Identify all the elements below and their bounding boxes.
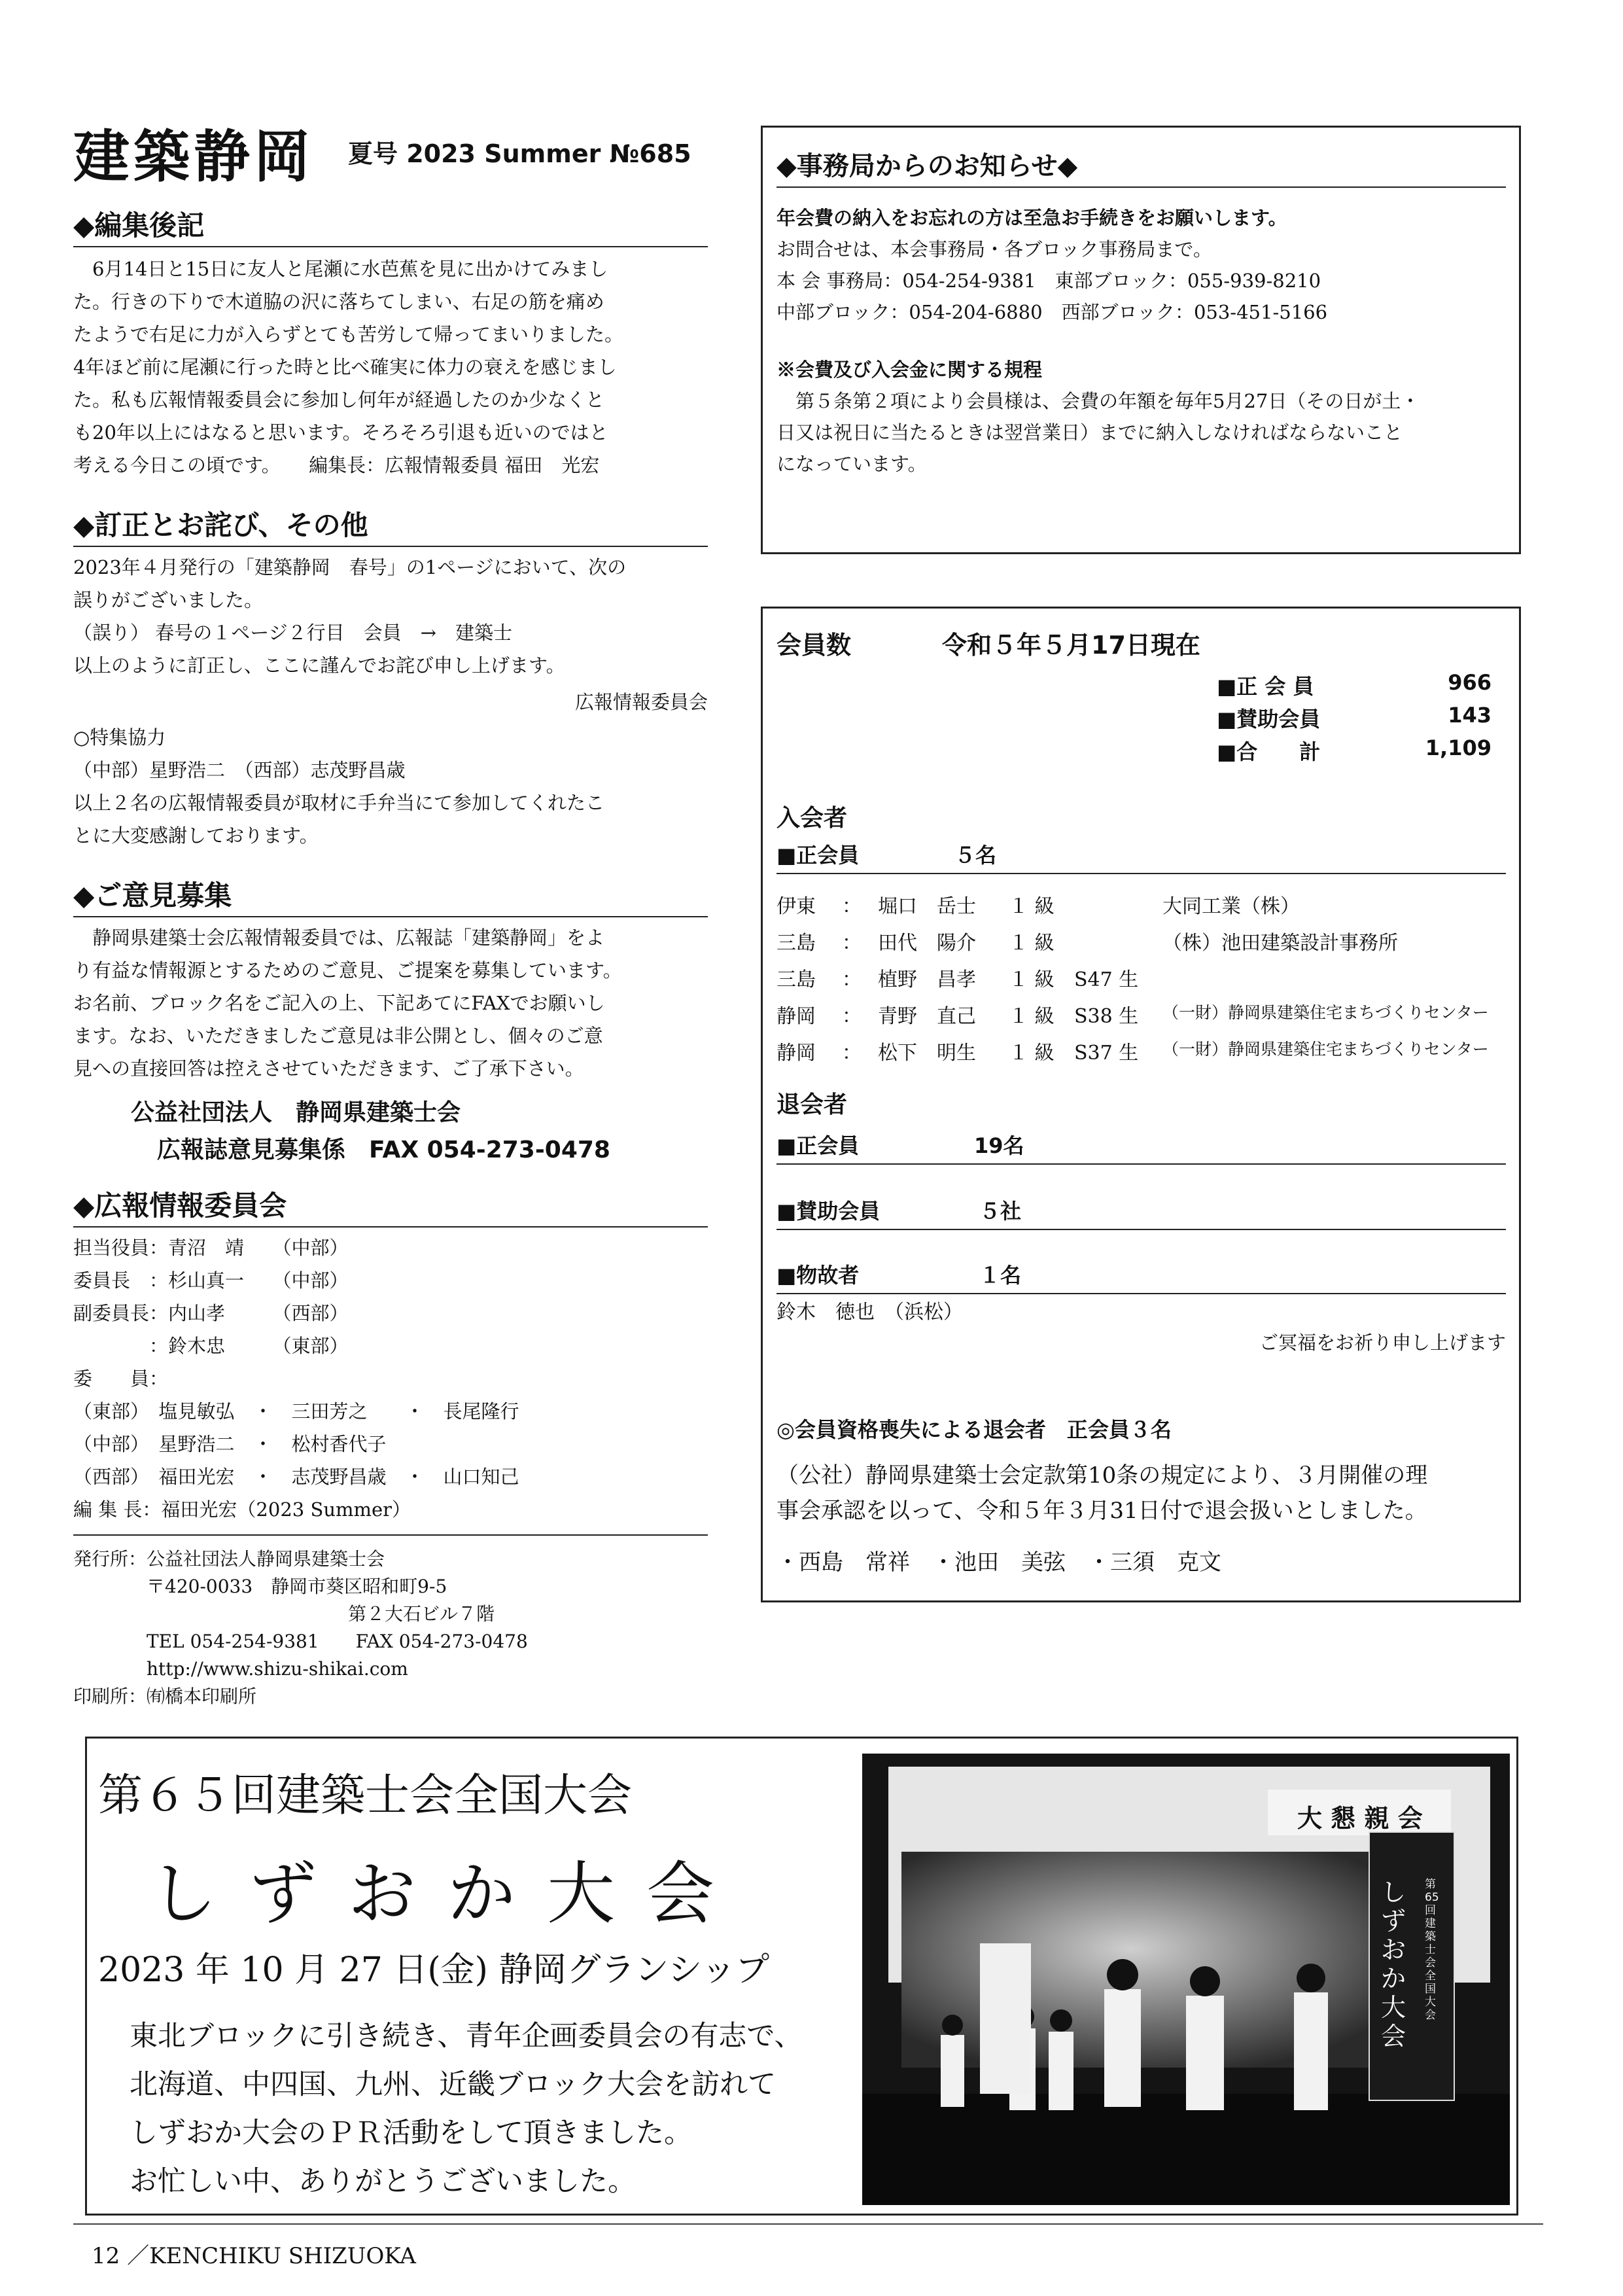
publisher-line: 印刷所：㈲橋本印刷所 xyxy=(73,1686,257,1707)
cooperation-line: ○特集協力 xyxy=(73,726,166,749)
rule-line: 日又は祝日に当たるときは翌営業日）までに納入しなければならないこと xyxy=(777,421,1403,444)
opinion-fax: 広報誌意見募集係 FAX 054-273-0478 xyxy=(157,1137,610,1163)
committee-line: 委員長 ：杉山真一 （中部） xyxy=(73,1269,349,1292)
footer-rule xyxy=(73,2223,1543,2225)
joined-sep: ： xyxy=(842,968,862,991)
editorial-line: 考える今日この頃です。 編集長：広報情報委員 福田 光宏 xyxy=(73,454,600,476)
joined-org: 大同工業（株） xyxy=(1162,895,1300,918)
committee-line: 担当役員：青沼 靖 （中部） xyxy=(73,1237,349,1259)
joined-count: ５名 xyxy=(954,843,997,868)
joined-org: （株）池田建築設計事務所 xyxy=(1162,932,1398,955)
committee-body xyxy=(73,1231,708,1526)
deceased-label: ■物故者 xyxy=(777,1263,860,1288)
joined-row xyxy=(777,1000,1506,1036)
editorial-section xyxy=(73,204,708,482)
publisher-line: 第２大石ビル７階 xyxy=(73,1603,495,1625)
opinion-line: り有益な情報源とするためのご意見、ご提案を募集しています。 xyxy=(73,959,622,981)
left-support-count: ５社 xyxy=(979,1199,1022,1224)
footer-label: 12 ／KENCHIKU SHIZUOKA xyxy=(92,2243,416,2269)
opinion-heading: ◆ご意見募集 xyxy=(73,874,708,917)
opinion-line: 静岡県建築士会広報情報委員では、広報誌「建築静岡」をよ xyxy=(73,927,605,949)
opinion-body xyxy=(73,921,708,1085)
correction-line: 誤りがございました。 xyxy=(73,589,264,611)
correction-line: 以上のように訂正し、ここに謹んでお詫び申し上げます。 xyxy=(73,654,565,677)
publisher-line: TEL 054-254-9381 FAX 054-273-0478 xyxy=(73,1631,528,1652)
event-line: お忙しい中、ありがとうございました。 xyxy=(130,2165,636,2198)
rule-body xyxy=(777,385,1506,480)
lost-line: 事会承認を以って、令和５年３月31日付で退会扱いとしました。 xyxy=(777,1498,1427,1524)
notice-contacts xyxy=(777,234,1506,328)
correction-body xyxy=(73,551,708,682)
lost-heading: ◎会員資格喪失による退会者 正会員３名 xyxy=(777,1417,1172,1442)
joined-area: 伊東 xyxy=(777,895,816,918)
notice-heading: ◆事務局からのお知らせ◆ xyxy=(777,145,1506,188)
editorial-line: た。私も広報情報委員会に参加し何年が経過したのか少なくと xyxy=(73,389,605,411)
lost-names: ・西島 常祥 ・池田 美弦 ・三須 克文 xyxy=(777,1549,1221,1576)
notice-line: 本 会 事務局：054-254-9381 東部ブロック：055-939-8210 xyxy=(777,270,1321,292)
joined-name: 田代 陽介 xyxy=(878,932,976,955)
correction-line: 2023年４月発行の「建築静岡 春号」の1ページにおいて、次の xyxy=(73,556,627,578)
editorial-line: 6月14日と15日に友人と尾瀬に水芭蕉を見に出かけてみまし xyxy=(73,258,608,280)
member-count-row xyxy=(1217,703,1492,735)
joined-row xyxy=(777,963,1506,1000)
event-line: 東北ブロックに引き続き、青年企画委員会の有志で、 xyxy=(130,2020,803,2053)
member-count-label: ■正 会 員 xyxy=(1217,674,1314,699)
publisher-divider xyxy=(73,1534,708,1536)
joined-area: 三島 xyxy=(777,932,816,955)
joined-row xyxy=(777,1036,1506,1073)
committee-line: 副委員長：内山孝 （西部） xyxy=(73,1302,349,1324)
joined-grade: １ 級 xyxy=(1009,932,1055,955)
member-count-label: ■賛助会員 xyxy=(1217,707,1321,732)
committee-line: （東部） 塩見敏弘 ・ 三田芳之 ・ 長尾隆行 xyxy=(73,1400,519,1422)
left-heading: 退会者 xyxy=(777,1091,848,1118)
member-count-label: ■合 計 xyxy=(1217,739,1321,764)
editorial-line: たようで右足に力が入らずとても苦労して帰ってまいりました。 xyxy=(73,323,624,345)
editorial-heading: ◆編集後記 xyxy=(73,204,708,247)
event-date: 2023 年 10 月 27 日(金) 静岡グランシップ xyxy=(98,1951,770,1990)
member-count-value: 1,109 xyxy=(1425,735,1492,760)
members-title: 会員数 xyxy=(777,631,852,660)
left-support-label: ■賛助会員 xyxy=(777,1199,881,1224)
joined-org: （一財）静岡県建築住宅まちづくりセンター xyxy=(1162,1003,1489,1022)
cooperation-line: とに大変感謝しております。 xyxy=(73,824,319,847)
member-count-value: 966 xyxy=(1448,670,1492,695)
condolence: ご冥福をお祈り申し上げます xyxy=(1259,1332,1506,1354)
issue-label: 夏号 2023 Summer №685 xyxy=(348,139,691,168)
opinion-org: 公益社団法人 静岡県建築士会 xyxy=(131,1099,461,1126)
deceased-count: １名 xyxy=(979,1263,1022,1288)
joined-sep: ： xyxy=(842,1042,862,1065)
committee-line: ：鈴木忠 （東部） xyxy=(73,1335,349,1357)
left-support-row xyxy=(777,1195,1506,1230)
joined-name: 植野 昌孝 xyxy=(878,968,976,991)
correction-heading: ◆訂正とお詫び、その他 xyxy=(73,504,708,547)
publisher-line: 〒420-0033 静岡市葵区昭和町9-5 xyxy=(73,1576,447,1597)
left-regular-count: 19名 xyxy=(974,1133,1024,1158)
rule-line: になっています。 xyxy=(777,453,927,475)
member-count-value: 143 xyxy=(1448,703,1492,728)
joined-org: （一財）静岡県建築住宅まちづくりセンター xyxy=(1162,1040,1489,1059)
joined-sep: ： xyxy=(842,1005,862,1028)
joined-table xyxy=(777,890,1506,1080)
cooperation-body xyxy=(73,721,708,852)
notice-line: 中部ブロック：054-204-6880 西部ブロック：053-451-5166 xyxy=(777,301,1328,323)
joined-name: 堀口 岳士 xyxy=(878,895,976,918)
committee-line: 編 集 長：福田光宏（2023 Summer） xyxy=(73,1498,411,1521)
lost-body xyxy=(777,1458,1506,1528)
joined-grade: １ 級 xyxy=(1009,968,1055,991)
notice-bold-line: 年会費の納入をお忘れの方は至急お手続きをお願いします。 xyxy=(777,207,1287,229)
opinion-line: 見への直接回答は控えさせていただきます、ご了承下さい。 xyxy=(73,1057,584,1080)
joined-grade: １ 級 xyxy=(1009,895,1055,918)
rule-line: 第５条第２項により会員様は、会費の年額を毎年5月27日（その日が土・ xyxy=(777,390,1420,412)
event-line: しずおか大会のＰＲ活動をして頂きました。 xyxy=(130,2117,692,2149)
committee-section xyxy=(73,1184,708,1526)
joined-grade: １ 級 xyxy=(1009,1042,1055,1065)
event-photo xyxy=(862,1754,1510,2205)
joined-name: 松下 明生 xyxy=(878,1042,976,1065)
opinion-section xyxy=(73,874,708,1165)
joined-sep: ： xyxy=(842,932,862,955)
notice-line: お問合せは、本会事務局・各ブロック事務局まで。 xyxy=(777,238,1212,260)
photo-flag-small: 第65回 建築士会全国大会 xyxy=(1425,1878,1439,2022)
committee-line: （西部） 福田光宏 ・ 志茂野昌歳 ・ 山口知己 xyxy=(73,1466,519,1488)
joined-area: 静岡 xyxy=(777,1005,816,1028)
magazine-title: 建築静岡 xyxy=(73,124,314,190)
joined-name: 青野 直己 xyxy=(878,1005,976,1028)
joined-subheading xyxy=(777,839,1506,874)
joined-row xyxy=(777,927,1506,963)
joined-row xyxy=(777,890,1506,927)
deceased-name: 鈴木 徳也 （浜松） xyxy=(777,1301,963,1324)
rule-heading: ※会費及び入会金に関する規程 xyxy=(777,359,1043,381)
correction-signature: 広報情報委員会 xyxy=(574,691,708,713)
correction-line: （誤り） 春号の１ページ２行目 会員 → 建築士 xyxy=(73,622,512,644)
joined-birth: S37 生 xyxy=(1074,1042,1139,1065)
editorial-line: 4年ほど前に尾瀬に行った時と比べ確実に体力の衰えを感じまし xyxy=(73,356,617,378)
committee-line: 委 員： xyxy=(73,1368,169,1390)
event-subtitle: しずおか大会 xyxy=(149,1854,746,1934)
editorial-line: も20年以上にはなると思います。そろそろ引退も近いのではと xyxy=(73,421,608,444)
opinion-line: お名前、ブロック名をご記入の上、下記あてにFAXでお願いし xyxy=(73,992,605,1014)
joined-grade: １ 級 xyxy=(1009,1005,1055,1028)
joined-area: 静岡 xyxy=(777,1042,816,1065)
committee-line: （中部） 星野浩二 ・ 松村香代子 xyxy=(73,1433,387,1455)
publisher-line: 発行所：公益社団法人静岡県建築士会 xyxy=(73,1548,385,1570)
correction-section xyxy=(73,504,708,852)
editorial-body xyxy=(73,253,708,482)
members-date: 令和５年５月17日現在 xyxy=(942,631,1200,660)
publisher-line: http://www.shizu-shikai.com xyxy=(73,1658,408,1680)
joined-sub-label: ■正会員 xyxy=(777,843,860,868)
joined-sep: ： xyxy=(842,895,862,918)
photo-flag-text: しずおか大会 xyxy=(1381,1878,1406,2051)
event-title: 第６５回建築士会全国大会 xyxy=(98,1770,633,1822)
member-count-row xyxy=(1217,735,1492,768)
photo-banner: 大 懇 親 会 xyxy=(1297,1804,1423,1833)
left-regular-label: ■正会員 xyxy=(777,1133,860,1158)
committee-heading: ◆広報情報委員会 xyxy=(73,1184,708,1227)
joined-heading: 入会者 xyxy=(777,805,848,832)
opinion-line: ます。なお、いただきましたご意見は非公開とし、個々のご意 xyxy=(73,1025,603,1047)
lost-line: （公社）静岡県建築士会定款第10条の規定により、３月開催の理 xyxy=(777,1462,1428,1489)
joined-area: 三島 xyxy=(777,968,816,991)
publisher-info xyxy=(73,1545,708,1710)
deceased-row xyxy=(777,1259,1506,1294)
joined-birth: S38 生 xyxy=(1074,1005,1139,1028)
editorial-line: た。行きの下りで木道脇の沢に落ちてしまい、右足の筋を痛め xyxy=(73,291,604,313)
member-count-row xyxy=(1217,670,1492,703)
left-regular-row xyxy=(777,1129,1506,1165)
event-line: 北海道、中四国、九州、近畿ブロック大会を訪れて xyxy=(130,2068,777,2101)
event-body xyxy=(130,2012,803,2206)
notice-content xyxy=(777,145,1506,480)
cooperation-line: （中部）星野浩二 （西部）志茂野昌歳 xyxy=(73,759,406,781)
member-counts xyxy=(1217,670,1492,768)
joined-birth: S47 生 xyxy=(1074,968,1139,991)
cooperation-line: 以上２名の広報情報委員が取材に手弁当にて参加してくれたこ xyxy=(73,792,605,814)
